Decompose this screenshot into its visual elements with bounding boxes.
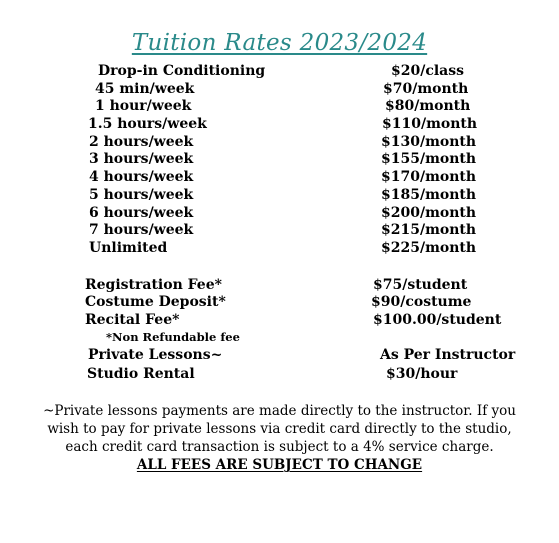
fee-label: Registration Fee* [85,277,222,293]
rate-value: $200/month [381,205,477,221]
rate-value: $70/month [383,81,469,97]
rate-value: $185/month [381,187,477,203]
rate-label: 5 hours/week [89,187,194,203]
footer-line: ~Private lessons payments are made directly to the instructor. If you [43,403,516,419]
fees-subject-to-change: ALL FEES ARE SUBJECT TO CHANGE [136,457,423,473]
rate-label: 45 min/week [95,81,195,97]
rate-value: $215/month [381,222,477,238]
page-title: Tuition Rates 2023/2024 [131,30,428,56]
fee-label: Recital Fee* [85,312,180,328]
footer-notice [0,402,559,474]
rate-value: $20/class [391,63,465,79]
fee-value: $90/costume [371,294,472,310]
rate-label: Unlimited [89,240,168,256]
rate-label: 3 hours/week [89,151,194,167]
fee-value: $75/student [373,277,468,293]
rate-value: $130/month [381,134,477,150]
footer-line: wish to pay for private lessons via credit card directly to the studio, [47,421,512,437]
rate-value: $155/month [381,151,477,167]
rate-value: $225/month [381,240,477,256]
rate-label: 4 hours/week [89,169,194,185]
fee-label: Costume Deposit* [85,294,226,310]
rate-label: Drop-in Conditioning [98,63,266,79]
rate-value: $170/month [381,169,477,185]
rate-label: 2 hours/week [89,134,194,150]
rate-value: $80/month [385,98,471,114]
footer-line: each credit card transaction is subject to a 4% service charge. [65,439,494,455]
fee-value: $100.00/student [373,312,502,328]
extra-label: Studio Rental [87,366,195,382]
extra-value: $30/hour [386,366,458,382]
rate-label: 1.5 hours/week [88,116,207,132]
extra-label: Private Lessons~ [88,347,223,363]
non-refundable-note: *Non Refundable fee [106,330,240,344]
extra-value: As Per Instructor [380,347,516,363]
rate-label: 1 hour/week [95,98,192,114]
rate-label: 6 hours/week [89,205,194,221]
rate-label: 7 hours/week [89,222,194,238]
rate-value: $110/month [382,116,478,132]
